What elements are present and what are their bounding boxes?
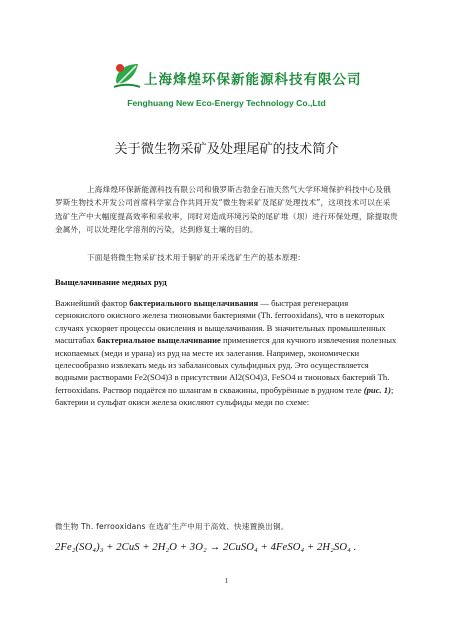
company-name-en: Fenghuang New Eco-Energy Technology Co.,Ltd — [127, 98, 326, 108]
russian-text-3: применяется для кучного извлечения полезных ископаемых (меди и урана) из руд на месте их залегания. Например, экономически целесообразно извлекать медь из забалансовых сульфидных руд. Это осуществляется водными растворами Fe2(SO4)3 в присутствии Al2(SO4)3, FeSO4 и тионовых бактерий Th. ferrooxidans. Раствор подаётся по шлангам в скважины, пробурённые в рудном теле — [55, 335, 397, 395]
russian-text-1: Важнейший фактор — [55, 298, 130, 308]
russian-bold-2: бактериальное выщелачивание — [96, 335, 221, 346]
section-heading: Выщелачивание медных руд — [55, 277, 167, 287]
figure-reference: (рис. 1) — [363, 384, 391, 395]
lead-paragraph: 下面是将微生物采矿技术用于铜矿的开采选矿生产的基本原理： — [87, 253, 306, 262]
equation-lhs: 2Fe₂(SO₄)₃ + 2CuS + 2H₂O + 3O₂ — [55, 542, 207, 553]
russian-bold-1: бактериального выщелачивания — [129, 298, 259, 308]
russian-paragraph — [55, 297, 398, 409]
equation-rhs: 2CuSO₄ + 4FeSO₄ + 2H₂SO₄ . — [222, 542, 357, 553]
closing-paragraph: 微生物 Th. ferrooxidans 在选矿生产中用于高效、快速置换出铜。 — [55, 522, 289, 531]
company-logo — [112, 60, 362, 94]
equation-arrow: → — [209, 542, 221, 553]
leaf-logo-icon — [112, 60, 142, 90]
document-title: 关于微生物采矿及处理尾矿的技术简介 — [114, 142, 339, 157]
page-number: 1 — [224, 576, 229, 585]
russian-text-4: ; бактерии и сульфат окиси железа окисляют сульфиды меди по схеме: — [55, 384, 394, 408]
company-name-cn: 上海烽煌环保新能源科技有限公司 — [144, 72, 362, 88]
chemical-equation — [55, 542, 400, 553]
intro-paragraph: 上海烽煌环保新能源科技有限公司和俄罗斯古勃金石油天然气大学环境保护科技中心及俄罗斯生物技术开发公司首席科学家合作共同开发“微生物采矿及尾矿处理技术”，这项技术可以在采选矿生产中大幅度提高效率和采收率，同时对造成环境污染的尾矿堆（坝）进行环保处理，除提取贵金属外，可以处理化学溶剂的污染，达到修复土壤的目的。 — [55, 185, 398, 235]
russian-text-2: — быстрая регенерация сернокислого окисного железа тионовыми бактериями (Th. ferrooxidans), что в некоторых случаях ускоряет процессы окисления и выщелачивания. В значительных промышленных масштабах — [55, 298, 386, 346]
